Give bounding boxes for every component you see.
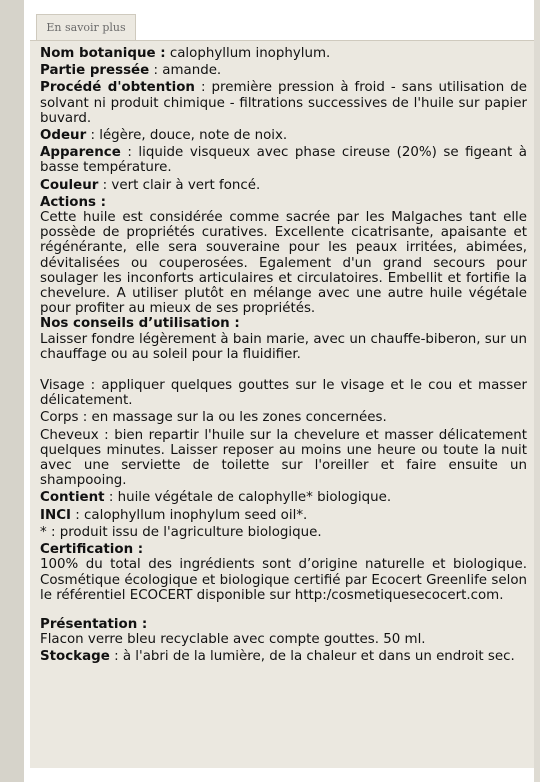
contient-label: Contient bbox=[40, 490, 105, 506]
contient bbox=[40, 490, 527, 505]
conseil-visage: Visage : appliquer quelques gouttes sur le visage et le cou et masser délicatement. bbox=[40, 378, 527, 409]
couleur-label: Couleur bbox=[40, 177, 99, 193]
inci-label: INCI bbox=[40, 507, 71, 523]
conseils-text: Laisser fondre légèrement à bain marie, avec un chauffe-biberon, sur un chauffage ou au soleil pour la fluidifier. bbox=[40, 331, 527, 362]
actions-heading bbox=[40, 195, 527, 210]
procede-obtention-label: Procédé d'obtention bbox=[40, 80, 195, 96]
conseils-heading-text: Nos conseils d’utilisation : bbox=[40, 316, 240, 332]
spacer-2 bbox=[40, 603, 527, 617]
odeur-label: Odeur bbox=[40, 128, 87, 144]
stockage-value: : à l'abri de la lumière, de la chaleur et dans un endroit sec. bbox=[114, 649, 515, 665]
certification-text: 100% du total des ingrédients sont d’origine naturelle et biologique. Cosmétique écologique et biologique certifié par Ecocert Greenlife selon le référentiel ECOCERT disponible sur http:/cosmetiquesecocert.com. bbox=[40, 557, 527, 603]
procede-obtention-value: : première pression à froid - sans utilisation de solvant ni produit chimique - filtrations successives de l'huile sur papier buvard. bbox=[40, 80, 527, 126]
left-border bbox=[0, 0, 24, 782]
couleur-value: : vert clair à vert foncé. bbox=[102, 177, 261, 193]
procede-obtention bbox=[40, 80, 527, 126]
stockage bbox=[40, 649, 527, 664]
stockage-label: Stockage bbox=[40, 649, 110, 665]
partie-pressee-label: Partie pressée bbox=[40, 63, 150, 79]
certification-heading bbox=[40, 542, 527, 557]
presentation-heading-text: Présentation : bbox=[40, 616, 148, 632]
inci-value: : calophyllum inophylum seed oil*. bbox=[75, 507, 308, 523]
odeur bbox=[40, 128, 527, 143]
presentation-text: Flacon verre bleu recyclable avec compte gouttes. 50 ml. bbox=[40, 632, 426, 648]
couleur bbox=[40, 178, 527, 193]
odeur-value: : légère, douce, note de noix. bbox=[90, 128, 288, 144]
apparence bbox=[40, 145, 527, 175]
bio-note: * : produit issu de l'agriculture biologique. bbox=[40, 524, 322, 540]
actions-heading-text: Actions : bbox=[40, 194, 107, 210]
inci bbox=[40, 508, 527, 523]
conseil-corps: Corps : en massage sur la ou les zones concernées. bbox=[40, 410, 387, 426]
nom-botanique-value: calophyllum inophylum. bbox=[169, 46, 331, 61]
certification-heading-text: Certification : bbox=[40, 542, 144, 558]
product-description bbox=[40, 46, 527, 665]
partie-pressee-value: : amande. bbox=[153, 63, 222, 79]
partie-pressee bbox=[40, 63, 527, 78]
apparence-label: Apparence bbox=[40, 145, 121, 161]
right-border bbox=[534, 0, 540, 782]
conseil-cheveux: Cheveux : bien repartir l'huile sur la chevelure et masser délicatement quelques minutes. Laisser reposer au moins une heure ou toute la nuit avec une serviette de toilette sur l'oreiller et faire ensuite un shampooing. bbox=[40, 427, 527, 489]
presentation-heading bbox=[40, 617, 527, 632]
tab-en-savoir-plus[interactable]: En savoir plus bbox=[36, 14, 136, 40]
nom-botanique bbox=[40, 46, 527, 61]
nom-botanique-label: Nom botanique : bbox=[40, 46, 166, 61]
spacer bbox=[40, 362, 527, 376]
apparence-value: : liquide visqueux avec phase cireuse (20%) se figeant à basse température. bbox=[40, 145, 527, 176]
contient-value: : huile végétale de calophylle* biologique. bbox=[108, 490, 392, 506]
actions-text: Cette huile est considérée comme sacrée par les Malgaches tant elle possède de propriétés curatives. Excellente cicatrisante, apaisante et régénérante, elle sera souveraine pour les peaux irritées, abimées, dévitalisées ou couperosées. Egalement d'un grand secours pour soulager les inconforts articulaires et circulatoires. Embellit et fortifie la chevelure. A utiliser plutôt en mélange avec une autre huile végétale pour profiter au mieux de ses propriétés. bbox=[40, 210, 527, 317]
conseils-heading bbox=[40, 316, 527, 331]
